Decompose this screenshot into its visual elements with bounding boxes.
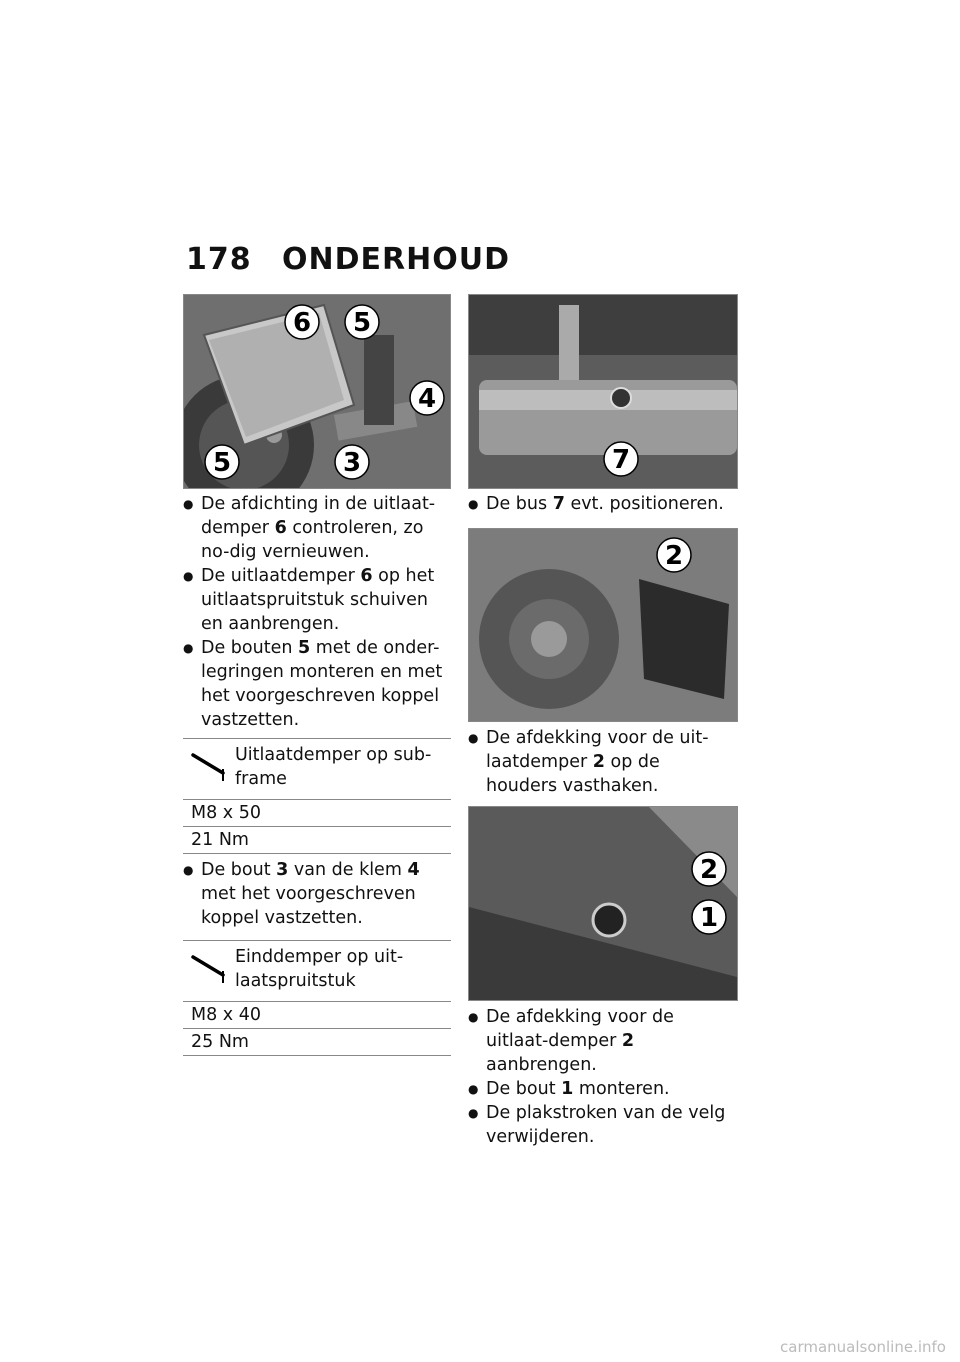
- callout-2: 2: [699, 855, 719, 885]
- page-header: [186, 242, 510, 277]
- right-step-bush: [468, 492, 736, 516]
- right-step-hook: [468, 726, 736, 798]
- torque-spec-table: [183, 940, 451, 1056]
- torque-spec-size: M8 x 40: [183, 1002, 451, 1029]
- torque-spec-value: 21 Nm: [191, 830, 249, 850]
- bullet-item: ● De bus 7 evt. positioneren.: [468, 492, 736, 516]
- torque-spec-table: [183, 738, 451, 854]
- torque-spec-title: Uitlaatdemper op sub-frame: [235, 745, 432, 789]
- bullet-item: ● De uitlaatdemper 6 op het uitlaatspruitstuk schuiven en aanbrengen.: [183, 564, 451, 636]
- torque-wrench-icon: [189, 747, 231, 785]
- callout-6: 6: [292, 308, 312, 338]
- callout-2: 2: [664, 541, 684, 571]
- callout-5-top: 5: [352, 308, 372, 338]
- torque-spec-value: 25 Nm: [191, 1032, 249, 1052]
- bullet-item: ● De bout 1 monteren.: [468, 1077, 736, 1101]
- left-column: [183, 492, 451, 1060]
- photo-cover-hook: [468, 528, 738, 722]
- torque-spec-size: M8 x 50: [183, 800, 451, 827]
- bullet-item: ● De afdekking voor de uitlaat-demper 2 aanbrengen.: [468, 1005, 736, 1077]
- callout-7: 7: [611, 445, 631, 475]
- watermark: carmanualsonline.info: [780, 1338, 946, 1356]
- torque-spec-header: [183, 739, 451, 800]
- bullet-item: ● De bout 3 van de klem 4 met het voorgeschreven koppel vastzetten.: [183, 858, 451, 930]
- torque-spec-header: [183, 941, 451, 1002]
- callout-1: 1: [699, 903, 719, 933]
- cover-bolt-illustration: [469, 807, 737, 1000]
- cover-hook-illustration: [469, 529, 737, 721]
- torque-spec-title: Einddemper op uit-laatspruitstuk: [235, 947, 404, 991]
- bullet-item: ● De afdekking voor de uit-laatdemper 2 op de houders vasthaken.: [468, 726, 736, 798]
- page-number: 178: [186, 242, 252, 277]
- callout-3: 3: [342, 448, 362, 478]
- callout-4: 4: [417, 384, 437, 414]
- photo-silencer: [183, 294, 451, 489]
- bullet-item: ● De plakstroken van de velg verwijderen.: [468, 1101, 736, 1149]
- silencer-illustration: [184, 295, 450, 488]
- exhaust-bush-illustration: [469, 295, 737, 488]
- callout-5-bottom: 5: [212, 448, 232, 478]
- page-title: ONDERHOUD: [282, 242, 510, 277]
- right-step-mount: [468, 1005, 736, 1149]
- bullet-item: ● De afdichting in de uitlaat-demper 6 controleren, zo no-dig vernieuwen.: [183, 492, 451, 564]
- bullet-item: ● De bouten 5 met de onder-legringen monteren en met het voorgeschreven koppel vastzetten.: [183, 636, 451, 732]
- photo-exhaust-bush: [468, 294, 738, 489]
- photo-cover-bolt: [468, 806, 738, 1001]
- torque-wrench-icon: [189, 949, 231, 987]
